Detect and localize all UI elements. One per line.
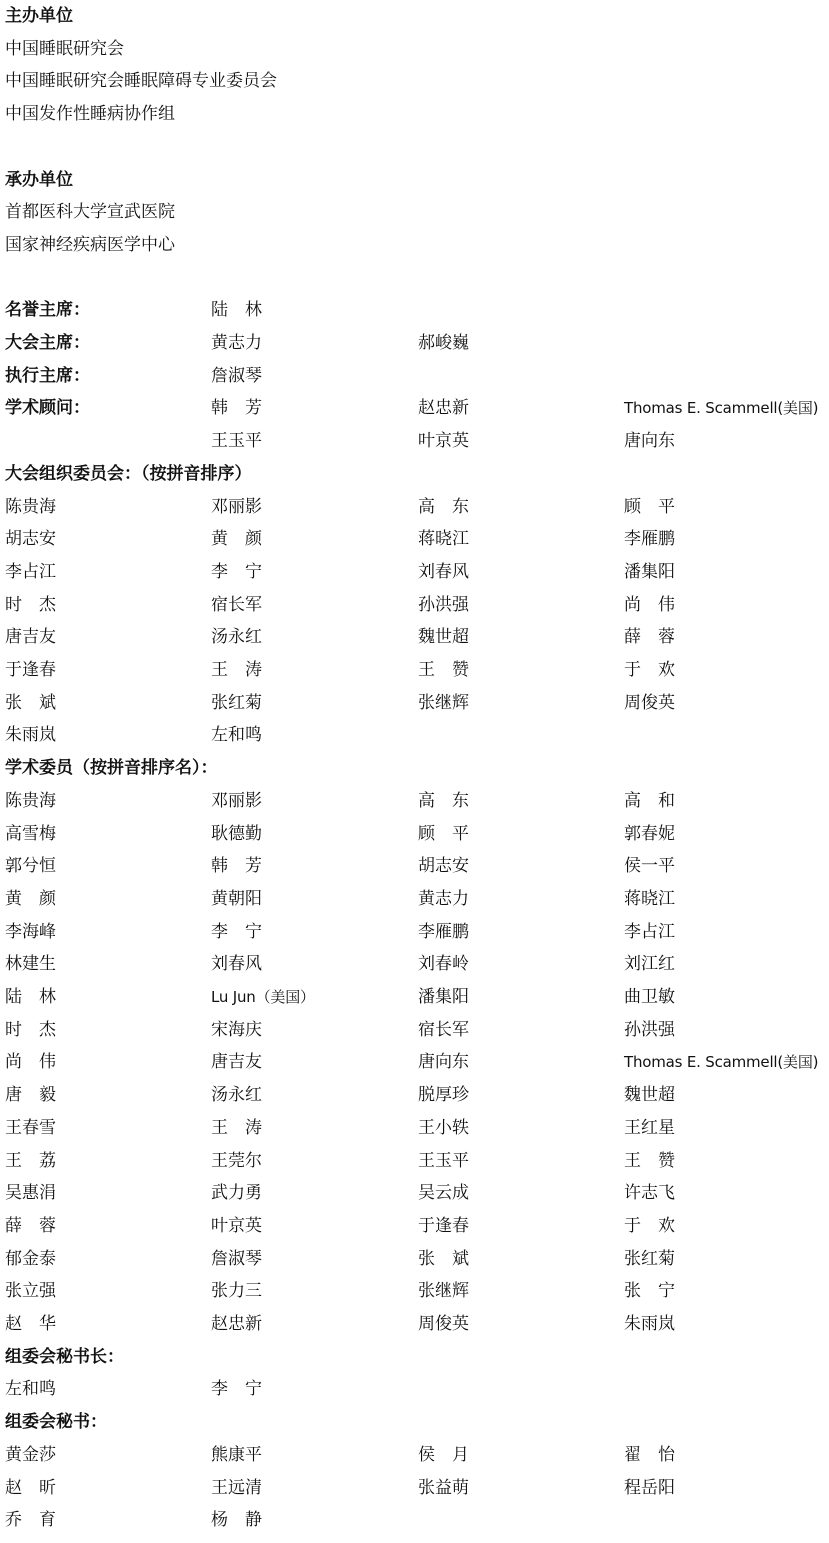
member-name: 邓丽影	[211, 790, 262, 811]
role-name: Thomas E. Scammell(美国)	[624, 399, 819, 418]
role-name: 赵忠新	[418, 398, 469, 419]
organizer-item: 首都医科大学宣武医院	[5, 202, 175, 223]
academic-committee-row	[0, 785, 829, 818]
member-name: 黄 颜	[5, 888, 56, 909]
member-name: 于逢春	[5, 660, 56, 680]
member-name: 刘春风	[418, 561, 469, 582]
member-name: 张继辉	[418, 692, 469, 713]
member-name: 唐吉友	[5, 627, 56, 648]
member-name: 蒋晓江	[418, 529, 469, 550]
member-name: 左和鸣	[211, 725, 262, 746]
member-name: 韩 芳	[211, 856, 262, 877]
member-name: 唐 毅	[5, 1085, 56, 1106]
academic-committee-row	[0, 1145, 829, 1178]
member-name: 李雁鹏	[418, 921, 469, 942]
member-name: 魏世超	[624, 1085, 675, 1106]
member-name: 尚 伟	[624, 594, 675, 615]
member-name: 武力勇	[211, 1183, 262, 1204]
secretaries-row	[0, 1504, 829, 1537]
member-name: 张立强	[5, 1281, 56, 1302]
role-line-academic_advisors	[0, 425, 829, 458]
role-name: 詹淑琴	[211, 365, 262, 386]
section-heading-line	[0, 1341, 829, 1374]
section-heading-line	[0, 1406, 829, 1439]
member-name: 李雁鹏	[624, 529, 675, 550]
sponsor-line	[0, 65, 829, 98]
organizing-committee-row	[0, 621, 829, 654]
member-name: 孙洪强	[418, 594, 469, 615]
member-name: 黄 颜	[211, 529, 262, 550]
member-name: 陈贵海	[5, 790, 56, 811]
member-name: 胡志安	[418, 856, 469, 877]
academic-committee-row	[0, 1243, 829, 1276]
member-name: 吴惠涓	[5, 1183, 56, 1204]
member-name: 耿德勤	[211, 823, 262, 844]
organizing-committee-row	[0, 687, 829, 720]
member-name: 蒋晓江	[624, 888, 675, 909]
member-name: 尚 伟	[5, 1052, 56, 1073]
organizing-committee-row	[0, 523, 829, 556]
member-name: 刘春岭	[418, 954, 469, 975]
member-name: 王 赞	[624, 1150, 675, 1171]
role-name: 叶京英	[418, 431, 469, 452]
member-name: 张力三	[211, 1281, 262, 1302]
section-heading-line	[0, 752, 829, 785]
academic-committee-heading: 学术委员（按拼音排序名）：	[5, 758, 218, 779]
member-name: 王红星	[624, 1117, 675, 1138]
member-name: 黄朝阳	[211, 888, 262, 909]
member-name: 王远清	[211, 1477, 262, 1498]
organizer-line	[0, 196, 829, 229]
member-name: 左和鸣	[5, 1379, 56, 1400]
sponsor-item: 中国睡眠研究会	[5, 38, 124, 59]
secretaries-row	[0, 1439, 829, 1472]
academic-committee-row	[0, 1079, 829, 1112]
academic-committee-row	[0, 1177, 829, 1210]
member-name: 孙洪强	[624, 1019, 675, 1040]
member-name: 侯一平	[624, 856, 675, 877]
academic-committee-row	[0, 916, 829, 949]
member-name: 顾 平	[624, 496, 675, 517]
member-name: 王 涛	[211, 660, 262, 680]
member-name: 张继辉	[418, 1281, 469, 1302]
organizer-item: 国家神经疾病医学中心	[5, 234, 175, 255]
academic-committee-row	[0, 818, 829, 851]
member-name: 刘春风	[211, 954, 262, 975]
member-name: 王玉平	[418, 1150, 469, 1171]
member-name: 乔 育	[5, 1510, 56, 1531]
member-name: 高 东	[418, 496, 469, 517]
secretary-general-heading: 组委会秘书长：	[5, 1346, 124, 1367]
member-name: 李 宁	[211, 921, 262, 942]
member-name: 李占江	[624, 921, 675, 942]
academic-committee-row	[0, 1210, 829, 1243]
member-name: 郭兮恒	[5, 856, 56, 877]
member-name: 王小轶	[418, 1117, 469, 1138]
member-name: 张益萌	[418, 1477, 469, 1498]
secretaries-row	[0, 1472, 829, 1505]
role-name: 王玉平	[211, 431, 262, 452]
member-name: 陈贵海	[5, 496, 56, 517]
organizers-heading-line	[0, 164, 829, 197]
organizers-heading: 承办单位	[5, 169, 73, 190]
academic-committee-row	[0, 1275, 829, 1308]
member-name: 刘江红	[624, 954, 675, 975]
secretary-general-row	[0, 1373, 829, 1406]
organizing-committee-row	[0, 654, 829, 687]
member-name: 郭春妮	[624, 823, 675, 844]
member-name: 侯 月	[418, 1444, 469, 1465]
member-name: 张红菊	[211, 692, 262, 713]
member-name: 汤永红	[211, 627, 262, 648]
member-name: 高 东	[418, 790, 469, 811]
member-name: 吴云成	[418, 1183, 469, 1204]
role-line-honorary_chair	[0, 294, 829, 327]
academic-committee-row	[0, 1046, 829, 1079]
role-name: 黄志力	[211, 333, 262, 353]
role-label: 执行主席：	[5, 365, 90, 386]
member-name: 高 和	[624, 790, 675, 811]
academic-committee-row	[0, 850, 829, 883]
member-name: 詹淑琴	[211, 1248, 262, 1269]
member-name: 郁金泰	[5, 1248, 56, 1269]
member-name: 陆 林	[5, 987, 56, 1007]
role-line-executive_chair	[0, 360, 829, 393]
member-name: 潘集阳	[418, 987, 469, 1007]
section-heading-line	[0, 458, 829, 491]
role-line-academic_advisors	[0, 392, 829, 425]
member-name: 薛 蓉	[624, 627, 675, 648]
member-name: Thomas E. Scammell(美国)	[624, 1053, 819, 1072]
organizing-committee-row	[0, 491, 829, 524]
academic-committee-row	[0, 1112, 829, 1145]
member-name: 顾 平	[418, 823, 469, 844]
member-name: 熊康平	[211, 1444, 262, 1465]
member-name: 胡志安	[5, 529, 56, 550]
sponsors-heading-line	[0, 0, 829, 33]
member-name: 王春雪	[5, 1117, 56, 1138]
member-name: 朱雨岚	[624, 1314, 675, 1334]
member-name: 宿长军	[211, 594, 262, 615]
academic-committee-row	[0, 1014, 829, 1047]
member-name: 唐向东	[418, 1052, 469, 1073]
organizer-line	[0, 229, 829, 262]
member-name: 张 宁	[624, 1281, 675, 1302]
member-name: 黄金莎	[5, 1444, 56, 1465]
member-name: 王 涛	[211, 1117, 262, 1138]
role-name: 郝峻巍	[418, 333, 469, 353]
member-name: 于逢春	[418, 1215, 469, 1236]
role-label: 名誉主席：	[5, 300, 90, 321]
member-name: 张 斌	[418, 1248, 469, 1269]
sponsors-heading: 主办单位	[5, 6, 73, 26]
member-name: 周俊英	[418, 1314, 469, 1334]
member-name: 赵忠新	[211, 1314, 262, 1334]
member-name: 张 斌	[5, 692, 56, 713]
member-name: 黄志力	[418, 888, 469, 909]
member-name: 王 荔	[5, 1150, 56, 1171]
member-name: 张红菊	[624, 1248, 675, 1269]
role-name: 陆 林	[211, 300, 262, 321]
member-name: 王 赞	[418, 660, 469, 680]
member-name: 潘集阳	[624, 561, 675, 582]
role-label: 学术顾问：	[5, 398, 90, 419]
member-name: Lu Jun（美国）	[211, 988, 315, 1006]
member-name: 叶京英	[211, 1215, 262, 1236]
member-name: 林建生	[5, 954, 56, 975]
organizing-committee-heading: 大会组织委员会：（按拼音排序）	[5, 463, 252, 484]
member-name: 薛 蓉	[5, 1215, 56, 1236]
role-name: 唐向东	[624, 431, 675, 452]
member-name: 宋海庆	[211, 1019, 262, 1040]
member-name: 王莞尔	[211, 1150, 262, 1171]
member-name: 汤永红	[211, 1085, 262, 1106]
member-name: 曲卫敏	[624, 987, 675, 1007]
sponsor-item: 中国睡眠研究会睡眠障碍专业委员会	[5, 71, 277, 92]
sponsor-line	[0, 98, 829, 131]
member-name: 宿长军	[418, 1019, 469, 1040]
member-name: 许志飞	[624, 1183, 675, 1204]
member-name: 于 欢	[624, 1215, 675, 1236]
organizing-committee-row	[0, 719, 829, 752]
academic-committee-row	[0, 948, 829, 981]
member-name: 李 宁	[211, 1379, 262, 1400]
academic-committee-row	[0, 981, 829, 1014]
member-name: 唐吉友	[211, 1052, 262, 1073]
role-name: 韩 芳	[211, 398, 262, 419]
organizing-committee-row	[0, 556, 829, 589]
secretaries-heading: 组委会秘书：	[5, 1412, 107, 1433]
member-name: 赵 华	[5, 1314, 56, 1334]
member-name: 李占江	[5, 561, 56, 582]
member-name: 李 宁	[211, 561, 262, 582]
member-name: 翟 怡	[624, 1444, 675, 1465]
member-name: 时 杰	[5, 1019, 56, 1040]
member-name: 周俊英	[624, 692, 675, 713]
member-name: 程岳阳	[624, 1477, 675, 1498]
role-line-congress_chair	[0, 327, 829, 360]
member-name: 魏世超	[418, 627, 469, 648]
member-name: 时 杰	[5, 594, 56, 615]
academic-committee-row	[0, 883, 829, 916]
member-name: 于 欢	[624, 660, 675, 680]
member-name: 邓丽影	[211, 496, 262, 517]
role-label: 大会主席：	[5, 333, 90, 353]
organizing-committee-row	[0, 589, 829, 622]
member-name: 李海峰	[5, 921, 56, 942]
academic-committee-row	[0, 1308, 829, 1341]
sponsor-line	[0, 33, 829, 66]
member-name: 朱雨岚	[5, 725, 56, 746]
member-name: 杨 静	[211, 1510, 262, 1531]
member-name: 赵 昕	[5, 1477, 56, 1498]
member-name: 高雪梅	[5, 823, 56, 844]
member-name: 脱厚珍	[418, 1085, 469, 1106]
sponsor-item: 中国发作性睡病协作组	[5, 104, 175, 125]
